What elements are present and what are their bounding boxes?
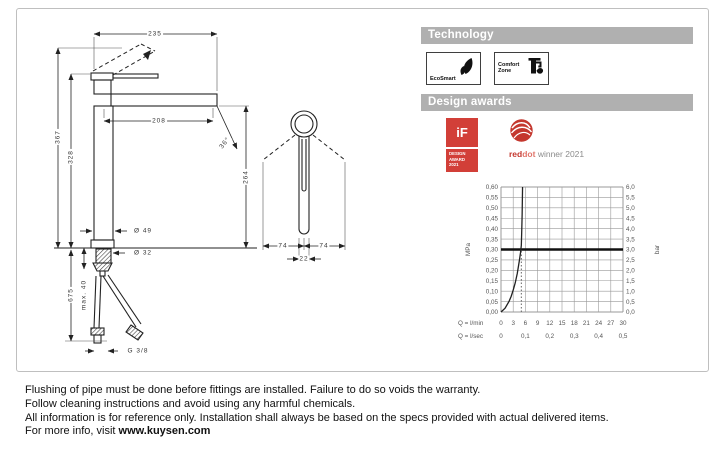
design-awards-row	[446, 118, 693, 172]
comfort-zone-label: Comfort Zone	[498, 62, 520, 74]
svg-text:0,1: 0,1	[521, 333, 530, 340]
svg-text:21: 21	[582, 320, 590, 327]
design-awards-header: Design awards	[421, 94, 693, 111]
svg-text:3,5: 3,5	[626, 236, 635, 244]
website-link[interactable]: www.kuysen.com	[118, 425, 211, 438]
svg-text:0,25: 0,25	[485, 257, 498, 265]
svg-text:15: 15	[558, 320, 566, 327]
footer-line: All information is for reference only. Installation shall always be based on the specs provided with actual delivered items.	[25, 411, 609, 424]
dim-body-diameter: Ø 49	[133, 227, 153, 235]
front-view	[263, 111, 345, 234]
svg-text:0,5: 0,5	[626, 298, 635, 306]
flow-pressure-chart-svg	[456, 181, 712, 351]
svg-text:0,00: 0,00	[485, 309, 498, 317]
svg-text:0,10: 0,10	[485, 288, 498, 296]
reddot-award	[509, 118, 584, 159]
technology-badges	[426, 52, 693, 85]
svg-text:27: 27	[607, 320, 615, 327]
svg-text:0: 0	[499, 320, 503, 327]
technology-header: Technology	[421, 27, 693, 44]
svg-text:0,55: 0,55	[485, 194, 498, 202]
spec-card	[16, 8, 709, 372]
svg-text:0: 0	[499, 333, 503, 340]
dim-handle-left: 74	[278, 242, 288, 250]
svg-text:6,0: 6,0	[626, 184, 635, 192]
dim-hose-length: 675	[67, 288, 75, 302]
reddot-caption: reddot winner 2021	[509, 149, 585, 159]
svg-text:3: 3	[511, 320, 515, 327]
svg-text:30: 30	[619, 320, 627, 327]
dim-spout-reach: 208	[152, 117, 166, 125]
svg-text:0,5: 0,5	[618, 333, 628, 340]
more-info-text: For more info, visit	[25, 425, 119, 438]
svg-text:18: 18	[570, 320, 578, 327]
dim-max-thickness: max. 40	[80, 279, 88, 311]
footer-notes	[25, 384, 705, 439]
svg-text:6: 6	[523, 320, 528, 327]
handle-rotation-arrow	[143, 50, 151, 60]
svg-text:0,2: 0,2	[545, 333, 555, 340]
svg-text:2,5: 2,5	[626, 257, 635, 265]
info-panel	[421, 27, 693, 172]
svg-text:0,30: 0,30	[485, 246, 498, 254]
dim-spray-angle: 36°	[218, 135, 232, 151]
dim-height-total: 367	[54, 130, 62, 144]
svg-text:0,20: 0,20	[485, 267, 498, 275]
svg-text:0,35: 0,35	[485, 236, 498, 244]
svg-text:1,5: 1,5	[626, 277, 635, 285]
leaf-icon	[458, 57, 477, 78]
if-logo-mark: iF	[446, 118, 478, 147]
dim-shank-diameter: Ø 32	[133, 249, 153, 257]
svg-text:12: 12	[546, 320, 554, 327]
ecosmart-badge	[426, 52, 481, 85]
faucet-hand-icon	[524, 57, 545, 79]
svg-text:0,60: 0,60	[485, 184, 498, 192]
svg-text:0,05: 0,05	[485, 298, 498, 306]
dim-height-handle: 328	[67, 150, 75, 164]
if-logo-caption: DESIGN AWARD 2021	[446, 149, 478, 172]
svg-text:4,5: 4,5	[626, 215, 635, 223]
footer-line: Flushing of pipe must be done before fittings are installed. Failure to do so voids the warranty.	[25, 384, 481, 396]
svg-text:MPa: MPa	[465, 243, 472, 256]
reddot-logo-icon	[509, 118, 534, 143]
footer-line	[25, 425, 705, 439]
svg-text:3,0: 3,0	[626, 246, 635, 254]
svg-text:Q = l/min: Q = l/min	[458, 320, 484, 327]
svg-text:24: 24	[595, 320, 603, 327]
svg-text:Q = l/sec: Q = l/sec	[458, 333, 484, 340]
dim-handle-right: 74	[319, 242, 329, 250]
svg-text:0,50: 0,50	[485, 205, 498, 213]
svg-text:0,0: 0,0	[626, 309, 635, 317]
svg-text:0,45: 0,45	[485, 215, 498, 223]
svg-text:5,5: 5,5	[626, 194, 635, 202]
svg-text:0,40: 0,40	[485, 225, 498, 233]
svg-text:4,0: 4,0	[626, 225, 635, 233]
dim-connection: G 3/8	[127, 347, 149, 355]
dim-overall-width: 235	[148, 30, 162, 38]
svg-text:9: 9	[535, 320, 540, 327]
dim-height-outlet: 264	[242, 170, 250, 184]
svg-text:0,4: 0,4	[594, 333, 603, 340]
svg-text:0,3: 0,3	[569, 333, 579, 340]
dim-handle-width: 22	[299, 255, 309, 263]
svg-text:1,0: 1,0	[626, 288, 635, 296]
svg-text:bar: bar	[654, 244, 661, 255]
svg-text:0,15: 0,15	[485, 277, 498, 285]
svg-text:2,0: 2,0	[626, 267, 635, 275]
comfort-zone-badge	[494, 52, 549, 85]
if-design-award-logo	[446, 118, 478, 172]
dimension-lines	[58, 34, 345, 351]
flow-pressure-chart	[456, 181, 712, 351]
footer-line: Follow cleaning instructions and avoid using any harmful chemicals.	[25, 397, 356, 410]
ecosmart-label: EcoSmart	[430, 76, 456, 82]
svg-text:5,0: 5,0	[626, 205, 635, 213]
